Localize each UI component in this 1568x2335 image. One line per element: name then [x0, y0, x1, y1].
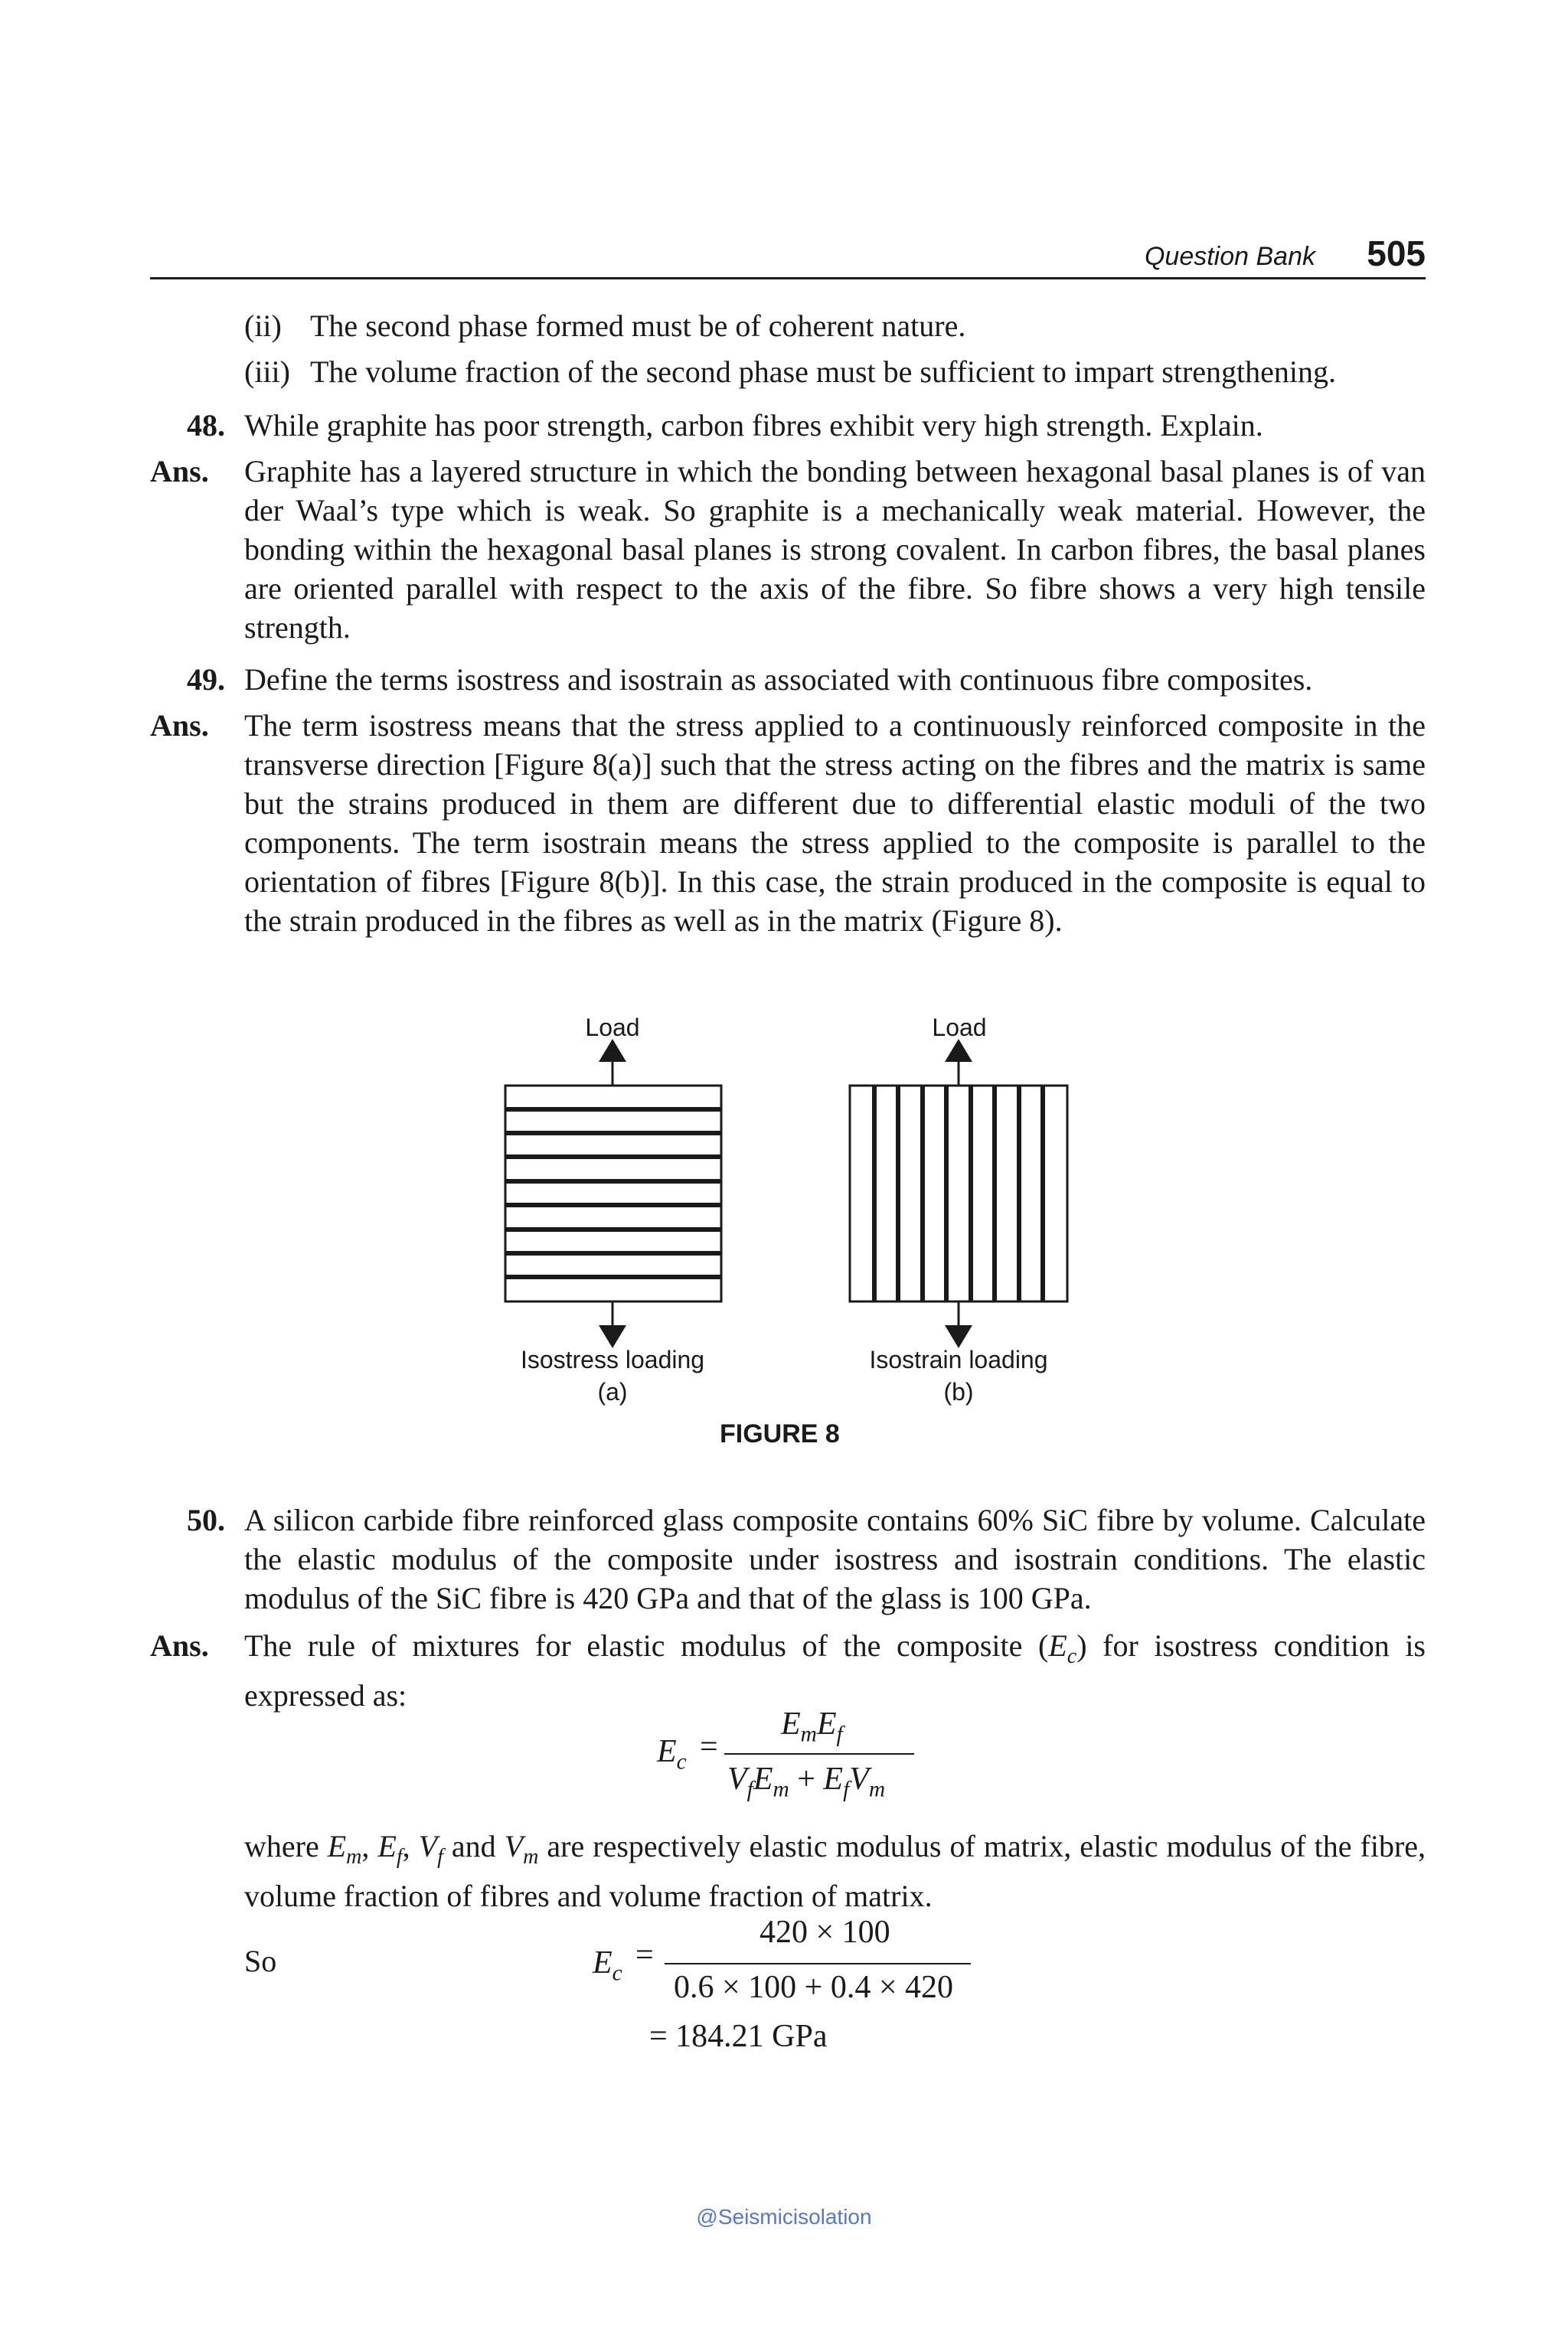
watermark: @Seismicisolation — [696, 2205, 872, 2229]
isostrain-label: Isostrain loading — [869, 1346, 1048, 1373]
question-text: While graphite has poor strength, carbon fibres exhibit very high strength. Explain. — [244, 408, 1263, 443]
calc-denominator: 0.6 × 100 + 0.4 × 420 — [674, 1970, 954, 2005]
calc-numerator: 420 × 100 — [760, 1915, 890, 1950]
question-number: 50. — [187, 1503, 225, 1537]
answer-intro: The rule of mixtures for elastic modulus of the composite ( — [244, 1628, 1049, 1663]
where-cont: are respectively elastic modulus of matrix, elastic modulus of the fibre, volume fraction of fibres and volume fraction of matrix. — [244, 1829, 1426, 1913]
load-label-a: Load — [585, 1014, 640, 1041]
calc-result: = 184.21 GPa — [649, 2019, 828, 2054]
figure-b-sublabel: (b) — [943, 1378, 974, 1406]
answer-label: Ans. — [150, 1628, 209, 1663]
question-text: A silicon carbide fibre reinforced glass composite contains 60% SiC fibre by volume. Calculate the elastic modulus of the composite under isostress and isostrain conditions. The elastic modulus of the SiC fibre is 420 GPa and that of the glass is 100 GPa. — [244, 1503, 1426, 1615]
isostrain-composite — [850, 1086, 1067, 1301]
list-text: The second phase formed must be of coherent nature. — [310, 309, 966, 343]
page-number: 505 — [1367, 234, 1426, 273]
answer-label: Ans. — [150, 454, 209, 488]
question-number: 48. — [187, 408, 225, 443]
where-intro: where — [244, 1829, 328, 1863]
figure-a-sublabel: (a) — [597, 1378, 628, 1406]
isostress-label: Isostress loading — [520, 1346, 705, 1373]
answer-text: Graphite has a layered structure in which the bonding between hexagonal basal planes is of van der Waal’s type which is weak. So graphite is a mechanically weak material. However, the bonding within the hexagonal basal planes is strong covalent. In carbon fibres, the basal planes are oriented parallel with respect to the axis of the fibre. So fibre shows a very high tensile strength. — [244, 454, 1426, 645]
answer-label: Ans. — [150, 708, 209, 743]
list-text: The volume fraction of the second phase must be sufficient to impart strengthening. — [310, 354, 1337, 389]
question-number: 49. — [187, 662, 225, 697]
answer-text: The rule of mixtures for elastic modulus of the composite $(E_c)$ for isostress condition is expressed as: — [244, 1628, 1426, 1713]
figure-caption: FIGURE 8 — [720, 1419, 840, 1448]
question-text: Define the terms isostress and isostrain as associated with continuous fibre composites. — [244, 662, 1313, 697]
list-label: (iii) — [244, 354, 290, 389]
running-head: Question Bank — [1144, 242, 1315, 271]
where-text: where $E_m$, $E_f$, $V_f$ and $V_m$ are respectively elastic modulus of matrix, elastic modulus of the fibre, volume fraction of fibres and volume fraction of matrix. — [244, 1829, 1426, 1913]
so-label: So — [244, 1944, 277, 1978]
list-label: (ii) — [244, 309, 282, 343]
answer-text: The term isostress means that the stress applied to a continuously reinforced composite in the transverse direction [Figure 8(a)] such that the stress acting on the fibres and the matrix is same but the strains produced in them are different due to differential elastic moduli of the two components. The term isostrain means the stress applied to the composite is parallel to the orientation of fibres [Figure 8(b)]. In this case, the strain produced in the composite is equal to the strain produced in the fibres as well as in the matrix (Figure 8). — [244, 708, 1426, 938]
isostress-composite — [505, 1086, 721, 1301]
answer-intro-cont: ) for isostress condition is expressed as: — [244, 1628, 1426, 1713]
load-label-b: Load — [932, 1014, 987, 1041]
